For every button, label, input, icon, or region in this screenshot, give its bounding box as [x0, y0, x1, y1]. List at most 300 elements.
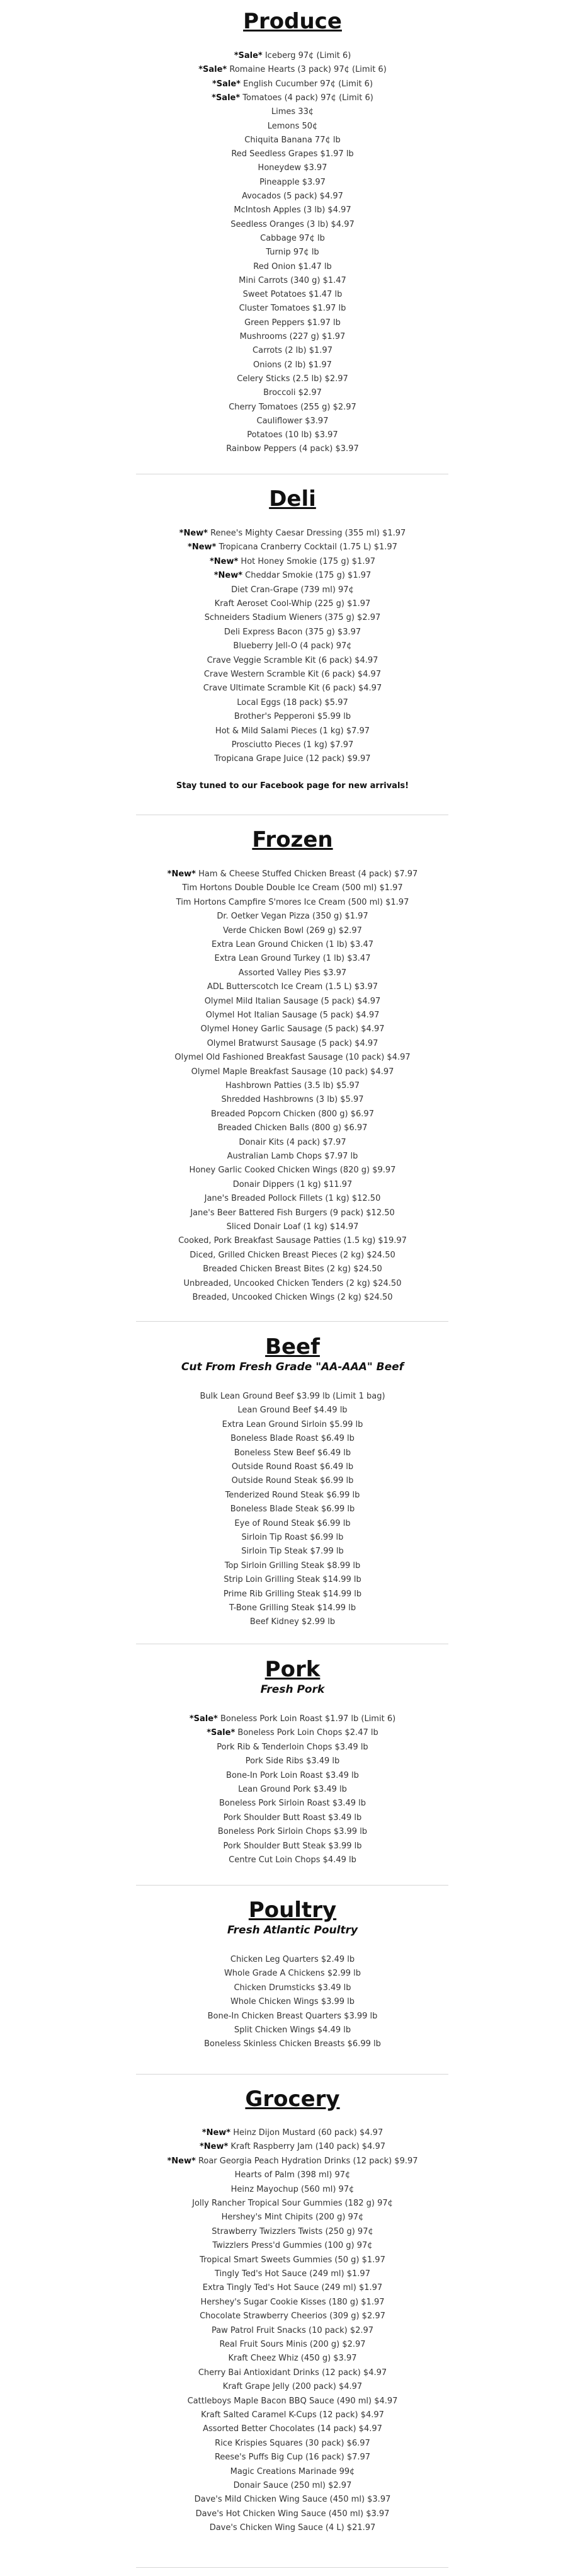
list-item — [0, 541, 585, 554]
item-text: Bone-In Chicken Breast Quarters $3.99 lb — [207, 2011, 378, 2021]
item-text: Hot & Mild Salami Pieces (1 kg) $7.97 — [215, 726, 370, 736]
item-tag: *New* — [199, 2142, 229, 2152]
list-item — [0, 246, 585, 260]
list-item — [0, 63, 585, 77]
item-text: Mini Carrots (340 g) $1.47 — [239, 275, 346, 285]
item-text: Chicken Drumsticks $3.49 lb — [234, 1983, 351, 1993]
list-item — [0, 1573, 585, 1587]
item-text: Deli Express Bacon (375 g) $3.97 — [224, 627, 361, 637]
list-item — [0, 2155, 585, 2168]
item-text: Brother's Pepperoni $5.99 lb — [234, 712, 351, 722]
item-text: Pork Rib & Tenderloin Chops $3.49 lb — [217, 1742, 368, 1752]
list-item — [0, 1404, 585, 1417]
list-item — [0, 176, 585, 190]
item-text: Cherry Bai Antioxidant Drinks (12 pack) $4.97 — [198, 2367, 387, 2378]
beef-title: Beef — [265, 1334, 320, 1360]
list-item — [0, 386, 585, 400]
item-text: Olymel Hot Italian Sausage (5 pack) $4.97 — [205, 1010, 380, 1020]
item-text: Turnip 97¢ lb — [266, 248, 319, 258]
item-text: Boneless Blade Steak $6.99 lb — [230, 1504, 355, 1514]
list-item — [0, 2253, 585, 2267]
item-text: Strawberry Twizzlers Twists (250 g) 97¢ — [212, 2226, 373, 2236]
list-item — [0, 1220, 585, 1234]
item-text: Heinz Dijon Mustard (60 pack) $4.97 — [233, 2128, 383, 2138]
list-item — [0, 2296, 585, 2310]
list-item — [0, 2197, 585, 2211]
item-text: McIntosh Apples (3 lb) $4.97 — [234, 205, 351, 215]
list-item — [0, 1249, 585, 1262]
item-text: Extra Lean Ground Turkey (1 lb) $3.47 — [214, 954, 371, 964]
list-item — [0, 203, 585, 217]
list-item — [0, 1755, 585, 1768]
list-item — [0, 1277, 585, 1291]
list-item — [0, 344, 585, 358]
item-text: Hashbrown Patties (3.5 lb) $5.97 — [225, 1081, 360, 1091]
pork-subtitle: Fresh Pork — [260, 1683, 325, 1696]
list-item — [0, 1390, 585, 1404]
list-item — [0, 2225, 585, 2239]
item-text: Chicken Leg Quarters $2.49 lb — [230, 1955, 355, 1964]
item-text: Honey Garlic Cooked Chicken Wings (820 g) $9.97 — [189, 1165, 396, 1176]
list-item — [0, 867, 585, 881]
list-item — [0, 583, 585, 597]
item-text: Real Fruit Sours Minis (200 g) $2.97 — [219, 2340, 366, 2349]
list-item — [0, 1588, 585, 1601]
beef-subtitle: Cut From Fresh Grade "AA-AAA" Beef — [181, 1361, 404, 1373]
item-text: Cattleboys Maple Bacon BBQ Sauce (490 ml) $4.97 — [187, 2396, 398, 2406]
list-item — [0, 105, 585, 119]
item-text: Outside Round Steak $6.99 lb — [231, 1476, 354, 1486]
list-item — [0, 1460, 585, 1474]
item-text: Shredded Hashbrowns (3 lb) $5.97 — [221, 1095, 364, 1105]
item-text: Sweet Potatoes $1.47 lb — [242, 290, 343, 300]
item-text: Cheddar Smokie (175 g) $1.97 — [245, 571, 372, 581]
list-item — [0, 288, 585, 302]
list-item — [0, 1741, 585, 1755]
item-text: Tim Hortons Double Double Ice Cream (500 ml) $1.97 — [182, 883, 403, 893]
item-text: Donair Sauce (250 ml) $2.97 — [233, 2481, 352, 2490]
item-text: Mushrooms (227 g) $1.97 — [239, 332, 346, 341]
item-text: Diced, Grilled Chicken Breast Pieces (2 kg) $24.50 — [190, 1250, 395, 1260]
item-text: Pork Shoulder Butt Steak $3.99 lb — [223, 1841, 362, 1851]
list-item — [0, 1545, 585, 1559]
list-item — [0, 1065, 585, 1079]
item-text: Hearts of Palm (398 ml) 97¢ — [234, 2170, 351, 2180]
list-item — [0, 724, 585, 738]
list-item — [0, 1022, 585, 1036]
list-item — [0, 682, 585, 696]
item-text: Centre Cut Loin Chops $4.49 lb — [229, 1855, 356, 1865]
list-item — [0, 2352, 585, 2366]
item-tag: *New* — [213, 571, 243, 581]
list-item — [0, 1967, 585, 1981]
item-tag: *New* — [167, 869, 196, 879]
item-text: Lemons 50¢ — [267, 121, 318, 131]
item-text: Bulk Lean Ground Beef $3.99 lb (Limit 1 bag) — [200, 1392, 385, 1401]
item-text: Cooked, Pork Breakfast Sausage Patties (1.5 kg) $19.97 — [178, 1236, 407, 1246]
item-text: Hershey's Mint Chipits (200 g) 97¢ — [221, 2212, 364, 2223]
item-text: Donair Kits (4 pack) $7.97 — [239, 1137, 346, 1147]
item-text: Local Eggs (18 pack) $5.97 — [237, 697, 348, 707]
list-item — [0, 752, 585, 766]
item-text: Dave's Hot Chicken Wing Sauce (450 ml) $3.97 — [195, 2509, 390, 2519]
list-item — [0, 1291, 585, 1305]
item-text: Kraft Raspberry Jam (140 pack) $4.97 — [230, 2142, 386, 2152]
section-divider — [136, 1321, 448, 1322]
list-item — [0, 924, 585, 938]
list-item — [0, 1825, 585, 1839]
list-item — [0, 1559, 585, 1573]
list-item — [0, 1811, 585, 1825]
item-tag: *Sale* — [212, 93, 241, 103]
list-item — [0, 2126, 585, 2140]
item-text: Crave Ultimate Scramble Kit (6 pack) $4.97 — [203, 684, 382, 694]
item-text: Olymel Old Fashioned Breakfast Sausage (10 pack) $4.97 — [174, 1053, 411, 1063]
item-text: Assorted Valley Pies $3.97 — [238, 968, 347, 978]
list-item — [0, 1178, 585, 1192]
list-item — [0, 2408, 585, 2422]
list-item — [0, 1995, 585, 2009]
list-item — [0, 1037, 585, 1051]
list-item — [0, 2521, 585, 2535]
list-item — [0, 2037, 585, 2051]
item-text: Sliced Donair Loaf (1 kg) $14.97 — [226, 1222, 359, 1232]
list-item — [0, 120, 585, 134]
item-text: Cherry Tomatoes (255 g) $2.97 — [229, 402, 356, 412]
list-item — [0, 738, 585, 752]
item-text: Pork Shoulder Butt Roast $3.49 lb — [223, 1812, 362, 1823]
list-item — [0, 1418, 585, 1432]
item-text: Olymel Honey Garlic Sausage (5 pack) $4.97 — [200, 1024, 385, 1034]
list-item — [0, 161, 585, 175]
item-text: Pork Side Ribs $3.49 lb — [245, 1756, 340, 1766]
item-text: Seedless Oranges (3 lb) $4.97 — [230, 219, 355, 229]
item-text: Eye of Round Steak $6.99 lb — [234, 1518, 351, 1528]
item-text: Pineapple $3.97 — [259, 177, 326, 187]
list-item — [0, 881, 585, 895]
list-item — [0, 626, 585, 639]
item-text: Blueberry Jell-O (4 pack) 97¢ — [233, 641, 352, 651]
list-item — [0, 260, 585, 274]
item-text: Hershey's Sugar Cookie Kisses (180 g) $1.97 — [200, 2297, 385, 2307]
item-text: Kraft Salted Caramel K-Cups (12 pack) $4.97 — [201, 2410, 384, 2420]
item-text: Beef Kidney $2.99 lb — [249, 1617, 336, 1627]
item-text: Boneless Stew Beef $6.49 lb — [234, 1448, 351, 1458]
item-text: Green Peppers $1.97 lb — [244, 318, 341, 328]
item-text: Red Onion $1.47 lb — [253, 261, 332, 272]
list-item — [0, 190, 585, 203]
item-text: Breaded, Uncooked Chicken Wings (2 kg) $24.50 — [192, 1293, 393, 1302]
list-item — [0, 1531, 585, 1545]
list-item — [0, 1726, 585, 1740]
list-item — [0, 330, 585, 344]
list-item — [0, 952, 585, 966]
list-item — [0, 1840, 585, 1853]
item-text: Tropicana Grape Juice (12 pack) $9.97 — [214, 754, 371, 764]
item-text: Cauliflower $3.97 — [256, 416, 329, 426]
produce-title: Produce — [243, 9, 342, 34]
item-text: Jane's Breaded Pollock Fillets (1 kg) $12.50 — [204, 1194, 381, 1204]
item-text: Reese's Puffs Big Cup (16 pack) $7.97 — [214, 2453, 371, 2463]
list-item — [0, 358, 585, 372]
list-item — [0, 2507, 585, 2521]
list-item — [0, 1432, 585, 1446]
item-text: Bone-In Pork Loin Roast $3.49 lb — [226, 1770, 359, 1780]
list-item — [0, 2239, 585, 2253]
list-item — [0, 966, 585, 980]
item-text: Chiquita Banana 77¢ lb — [244, 135, 341, 145]
list-item — [0, 611, 585, 625]
item-tag: *New* — [202, 2128, 231, 2138]
item-text: Heinz Mayochup (560 ml) 97¢ — [230, 2184, 355, 2194]
list-item — [0, 147, 585, 161]
item-text: Sirloin Tip Roast $6.99 lb — [241, 1533, 344, 1542]
list-item — [0, 1234, 585, 1248]
list-item — [0, 1121, 585, 1135]
item-text: Potatoes (10 lb) $3.97 — [247, 430, 338, 440]
item-text: Kraft Grape Jelly (200 pack) $4.97 — [222, 2382, 363, 2392]
item-text: Tingly Ted's Hot Sauce (249 ml) $1.97 — [215, 2269, 370, 2279]
item-text: Crave Veggie Scramble Kit (6 pack) $4.97 — [207, 655, 378, 665]
list-item — [0, 1853, 585, 1867]
item-text: Crave Western Scramble Kit (6 pack) $4.97 — [203, 670, 382, 679]
item-text: Jane's Beer Battered Fish Burgers (9 pack) $12.50 — [190, 1208, 395, 1218]
list-item — [0, 1474, 585, 1488]
item-text: Boneless Pork Loin Chops $2.47 lb — [237, 1728, 378, 1738]
item-text: Broccoli $2.97 — [263, 388, 322, 398]
list-item — [0, 1164, 585, 1177]
list-item — [0, 2380, 585, 2394]
item-text: English Cucumber 97¢ (Limit 6) — [243, 79, 373, 89]
item-text: Boneless Pork Sirloin Roast $3.49 lb — [219, 1799, 366, 1809]
item-text: Kraft Aeroset Cool-Whip (225 g) $1.97 — [214, 599, 371, 609]
list-item — [0, 555, 585, 569]
item-text: Roar Georgia Peach Hydration Drinks (12 pack) $9.97 — [198, 2156, 418, 2166]
list-item — [0, 1783, 585, 1797]
list-item — [0, 639, 585, 653]
list-item — [0, 134, 585, 147]
item-text: Limes 33¢ — [271, 107, 314, 117]
item-text: Magic Creations Marinade 99¢ — [230, 2466, 355, 2476]
pork-title: Pork — [264, 1657, 321, 1682]
list-item — [0, 274, 585, 288]
item-text: Ham & Cheese Stuffed Chicken Breast (4 pack) $7.97 — [198, 869, 418, 879]
item-text: Tomatoes (4 pack) 97¢ (Limit 6) — [242, 93, 373, 103]
list-item — [0, 2024, 585, 2037]
list-item — [0, 1517, 585, 1531]
item-text: Avocados (5 pack) $4.97 — [242, 192, 343, 201]
item-text: Rainbow Peppers (4 pack) $3.97 — [226, 444, 359, 454]
list-item — [0, 1206, 585, 1220]
item-tag: *New* — [167, 2156, 196, 2166]
list-item — [0, 1615, 585, 1629]
list-item — [0, 1136, 585, 1150]
list-item — [0, 527, 585, 541]
item-text: Dave's Chicken Wing Sauce (4 L) $21.97 — [209, 2523, 376, 2533]
item-text: Extra Tingly Ted's Hot Sauce (249 ml) $1.97 — [202, 2283, 383, 2293]
list-item — [0, 2183, 585, 2197]
list-item — [0, 442, 585, 456]
item-text: Donair Dippers (1 kg) $11.97 — [232, 1179, 353, 1189]
section-divider — [136, 1885, 448, 1886]
list-item — [0, 2310, 585, 2323]
list-item — [0, 654, 585, 668]
list-item — [0, 1601, 585, 1615]
list-item — [0, 2451, 585, 2464]
item-text: Unbreaded, Uncooked Chicken Tenders (2 kg) $24.50 — [183, 1278, 402, 1288]
list-item — [0, 232, 585, 246]
item-text: Split Chicken Wings $4.49 lb — [234, 2025, 351, 2035]
item-text: Renee's Mighty Caesar Dressing (355 ml) $1.97 — [210, 529, 406, 538]
list-item — [0, 2479, 585, 2493]
item-tag: *Sale* — [207, 1728, 236, 1738]
item-text: Top Sirloin Grilling Steak $8.99 lb — [224, 1560, 361, 1571]
item-text: Boneless Pork Loin Roast $1.97 lb (Limit 6) — [220, 1714, 396, 1724]
item-text: Boneless Skinless Chicken Breasts $6.99 lb — [204, 2039, 381, 2049]
item-text: Tropical Smart Sweets Gummies (50 g) $1.97 — [200, 2255, 385, 2265]
item-text: Breaded Chicken Balls (800 g) $6.97 — [217, 1123, 368, 1133]
item-text: T-Bone Grilling Steak $14.99 lb — [229, 1603, 356, 1613]
list-item — [0, 2010, 585, 2024]
list-item — [0, 1150, 585, 1164]
item-text: Prime Rib Grilling Steak $14.99 lb — [223, 1589, 362, 1599]
item-text: Red Seedless Grapes $1.97 lb — [231, 149, 354, 159]
item-text: ADL Butterscotch Ice Cream (1.5 L) $3.97 — [207, 982, 378, 992]
list-item — [0, 668, 585, 682]
item-text: Celery Sticks (2.5 lb) $2.97 — [237, 374, 348, 384]
item-tag: *Sale* — [198, 65, 227, 75]
item-text: Chocolate Strawberry Cheerios (309 g) $2.97 — [200, 2311, 385, 2321]
item-text: Extra Lean Ground Chicken (1 lb) $3.47 — [211, 940, 374, 949]
item-text: Lean Ground Pork $3.49 lb — [238, 1785, 347, 1794]
item-text: Dave's Mild Chicken Wing Sauce (450 ml) $3.97 — [194, 2495, 391, 2505]
item-text: Jolly Rancher Tropical Sour Gummies (182 g) 97¢ — [192, 2199, 393, 2208]
item-text: Breaded Popcorn Chicken (800 g) $6.97 — [211, 1109, 374, 1119]
list-item — [0, 372, 585, 386]
section-divider — [136, 2567, 448, 2568]
item-text: Breaded Chicken Breast Bites (2 kg) $24.50 — [203, 1264, 382, 1274]
list-item — [0, 2338, 585, 2352]
list-item — [0, 569, 585, 583]
item-text: Carrots (2 lb) $1.97 — [253, 346, 332, 356]
item-text: Onions (2 lb) $1.97 — [253, 360, 332, 370]
item-text: Boneless Pork Sirloin Chops $3.99 lb — [217, 1827, 368, 1837]
item-text: Romaine Hearts (3 pack) 97¢ (Limit 6) — [229, 65, 387, 75]
item-text: Kraft Cheez Whiz (450 g) $3.97 — [228, 2354, 357, 2364]
poultry-title: Poultry — [248, 1898, 337, 1923]
list-item — [0, 316, 585, 330]
item-text: Extra Lean Ground Sirloin $5.99 lb — [222, 1419, 363, 1429]
list-item — [0, 910, 585, 924]
list-item — [0, 597, 585, 611]
list-item — [0, 218, 585, 232]
list-item — [0, 2395, 585, 2408]
item-tag: *Sale* — [189, 1714, 218, 1724]
item-text: Olymel Bratwurst Sausage (5 pack) $4.97 — [207, 1038, 378, 1048]
list-item — [0, 1108, 585, 1121]
item-text: Rice Krispies Squares (30 pack) $6.97 — [215, 2438, 370, 2448]
item-text: Tenderized Round Steak $6.99 lb — [225, 1490, 360, 1500]
list-item — [0, 938, 585, 952]
list-item — [0, 428, 585, 442]
list-item — [0, 1192, 585, 1206]
list-item — [0, 995, 585, 1009]
list-item — [0, 1797, 585, 1811]
item-text: Strip Loin Grilling Steak $14.99 lb — [224, 1575, 361, 1585]
item-text: Lean Ground Beef $4.49 lb — [237, 1405, 348, 1416]
deli-title: Deli — [269, 486, 316, 512]
list-item — [0, 2168, 585, 2182]
item-tag: *Sale* — [234, 51, 263, 60]
item-text: Tropicana Cranberry Cocktail (1.75 L) $1.97 — [219, 542, 397, 552]
item-text: Prosciutto Pieces (1 kg) $7.97 — [231, 740, 354, 750]
item-text: Boneless Blade Roast $6.49 lb — [230, 1434, 355, 1444]
list-item — [0, 1489, 585, 1503]
item-text: Twizzlers Press'd Gummies (100 g) 97¢ — [212, 2241, 373, 2251]
list-item — [0, 1051, 585, 1065]
list-item — [0, 2437, 585, 2451]
item-text: Whole Chicken Wings $3.99 lb — [230, 1997, 355, 2007]
list-item — [0, 49, 585, 63]
item-text: Diet Cran-Grape (739 ml) 97¢ — [231, 585, 354, 595]
list-item — [0, 2366, 585, 2380]
list-item — [0, 1262, 585, 1276]
list-item — [0, 980, 585, 994]
item-tag: *Sale* — [212, 79, 241, 89]
item-text: Outside Round Roast $6.49 lb — [231, 1462, 354, 1472]
list-item — [0, 415, 585, 428]
list-item — [0, 302, 585, 316]
item-text: Verde Chicken Bowl (269 g) $2.97 — [223, 925, 362, 936]
list-item — [0, 2140, 585, 2154]
list-item — [0, 710, 585, 724]
item-text: Paw Patrol Fruit Snacks (10 pack) $2.97 — [211, 2325, 374, 2335]
list-item — [0, 1503, 585, 1516]
list-item — [0, 91, 585, 105]
list-item — [0, 2465, 585, 2479]
item-text: Australian Lamb Chops $7.97 lb — [227, 1152, 358, 1161]
list-item — [0, 896, 585, 910]
list-item — [0, 2267, 585, 2281]
list-item — [0, 1769, 585, 1783]
list-item — [0, 1009, 585, 1022]
list-item — [0, 2281, 585, 2295]
item-text: Sirloin Tip Steak $7.99 lb — [241, 1547, 344, 1557]
item-text: Whole Grade A Chickens $2.99 lb — [224, 1969, 361, 1979]
item-tag: *New* — [209, 556, 239, 566]
item-text: Dr. Oetker Vegan Pizza (350 g) $1.97 — [217, 912, 368, 922]
list-item — [0, 2211, 585, 2224]
list-item — [0, 1079, 585, 1093]
frozen-title: Frozen — [252, 827, 333, 852]
section-divider — [136, 2074, 448, 2075]
list-item — [0, 1953, 585, 1967]
list-item — [0, 2324, 585, 2338]
item-text: Cabbage 97¢ lb — [260, 233, 325, 243]
item-tag: *New* — [188, 542, 217, 552]
grocery-title: Grocery — [245, 2087, 340, 2112]
poultry-subtitle: Fresh Atlantic Poultry — [227, 1924, 358, 1937]
list-item — [0, 77, 585, 91]
list-item — [0, 2493, 585, 2507]
item-tag: *New* — [179, 529, 208, 538]
list-item — [0, 1981, 585, 1995]
deli-note: Stay tuned to our Facebook page for new arrivals! — [176, 781, 409, 791]
list-item — [0, 696, 585, 710]
item-text: Iceberg 97¢ (Limit 6) — [264, 51, 351, 60]
item-text: Hot Honey Smokie (175 g) $1.97 — [241, 556, 376, 566]
item-text: Schneiders Stadium Wieners (375 g) $2.97 — [204, 613, 381, 623]
